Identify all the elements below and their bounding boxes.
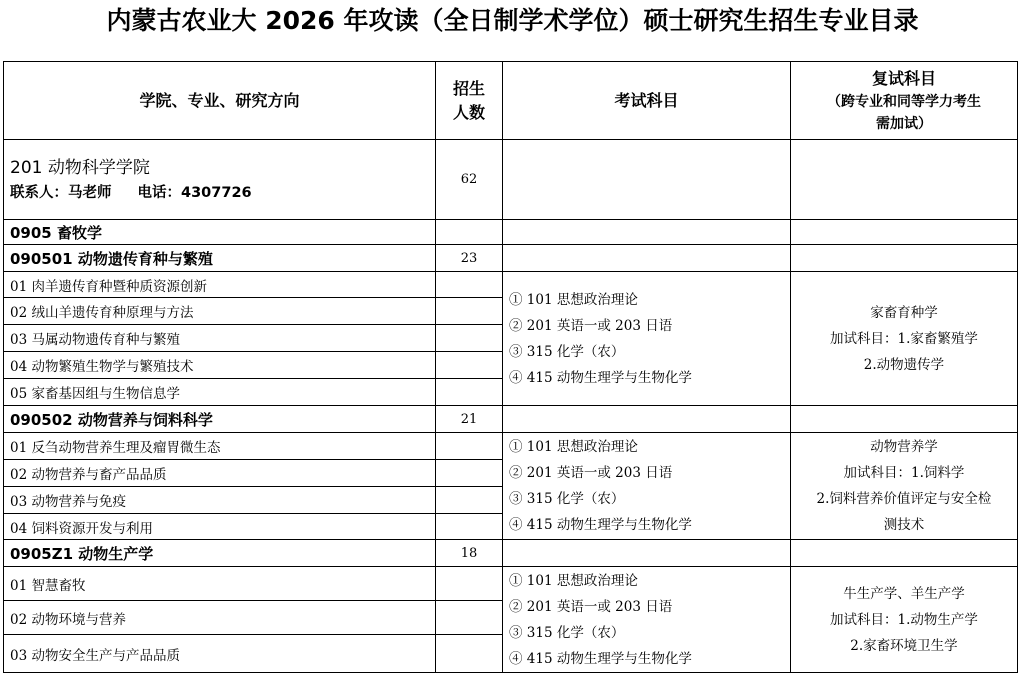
college-cell — [4, 140, 436, 220]
direction-row — [4, 272, 1018, 298]
empty-cell — [791, 245, 1018, 272]
direction-name: 01 肉羊遗传育种暨种质资源创新 — [4, 272, 436, 298]
header-enrollment-line2: 人数 — [452, 102, 485, 122]
retest-subjects-cell — [791, 272, 1018, 406]
retest-subject: 加试科目：1.家畜繁殖学 — [830, 330, 978, 347]
exam-subject: ② 201 英语一或 203 日语 — [509, 465, 673, 481]
empty-cell — [436, 487, 503, 514]
college-name: 201 动物科学学院 — [10, 157, 150, 178]
contact-phone: 电话：4307726 — [137, 184, 252, 201]
empty-cell — [436, 220, 503, 245]
major-name: 090501 动物遗传育种与繁殖 — [4, 245, 436, 272]
direction-name: 03 动物营养与免疫 — [4, 487, 436, 514]
header-enrollment-count — [436, 62, 503, 140]
empty-cell — [436, 433, 503, 460]
empty-cell — [791, 220, 1018, 245]
header-enrollment-line1: 招生 — [452, 78, 485, 98]
major-count: 23 — [436, 245, 503, 272]
direction-name: 02 动物营养与畜产品品质 — [4, 460, 436, 487]
major-row — [4, 406, 1018, 433]
empty-cell — [503, 245, 791, 272]
retest-subject: 加试科目：1.饲料学 — [843, 465, 965, 481]
header-retest-line3: 需加试） — [876, 115, 932, 132]
empty-cell — [436, 379, 503, 406]
retest-subject: 测技术 — [883, 517, 925, 533]
direction-name: 04 饲料资源开发与利用 — [4, 514, 436, 540]
retest-subject: 家畜育种学 — [870, 304, 938, 321]
direction-row — [4, 433, 1018, 460]
empty-cell — [436, 514, 503, 540]
empty-cell — [436, 460, 503, 487]
empty-cell — [503, 220, 791, 245]
direction-name: 04 动物繁殖生物学与繁殖技术 — [4, 352, 436, 379]
retest-subject: 2.动物遗传学 — [863, 356, 945, 373]
empty-cell — [503, 406, 791, 433]
college-contact — [10, 181, 429, 205]
retest-subject: 2.饲料营养价值评定与安全检 — [816, 491, 992, 507]
retest-subject: 加试科目：1.动物生产学 — [830, 611, 978, 628]
contact-person: 联系人：马老师 — [10, 184, 112, 201]
empty-cell — [791, 540, 1018, 567]
exam-subject: ① 101 思想政治理论 — [509, 572, 638, 589]
empty-cell — [436, 272, 503, 298]
header-college-major-direction: 学院、专业、研究方向 — [4, 62, 436, 140]
exam-subjects-cell — [503, 567, 791, 673]
empty-cell — [436, 298, 503, 325]
empty-cell — [436, 325, 503, 352]
exam-subject: ③ 315 化学（农） — [509, 343, 625, 360]
retest-subject: 2.家畜环境卫生学 — [850, 637, 958, 654]
exam-subject: ④ 415 动物生理学与生物化学 — [509, 650, 692, 667]
college-count: 62 — [436, 140, 503, 220]
empty-cell — [436, 601, 503, 635]
exam-subject: ① 101 思想政治理论 — [509, 439, 638, 455]
exam-subject: ④ 415 动物生理学与生物化学 — [509, 369, 692, 386]
major-name: 0905Z1 动物生产学 — [4, 540, 436, 567]
retest-subject: 动物营养学 — [870, 439, 938, 455]
empty-cell — [503, 140, 791, 220]
major-count: 18 — [436, 540, 503, 567]
college-row — [4, 140, 1018, 220]
major-name: 090502 动物营养与饲料科学 — [4, 406, 436, 433]
exam-subject: ④ 415 动物生理学与生物化学 — [509, 517, 692, 533]
header-exam-subjects: 考试科目 — [503, 62, 791, 140]
header-retest-line2: （跨专业和同等学力考生 — [827, 93, 981, 110]
direction-name: 03 马属动物遗传育种与繁殖 — [4, 325, 436, 352]
empty-cell — [436, 635, 503, 673]
retest-subject: 牛生产学、羊生产学 — [843, 585, 965, 602]
program-catalog-table — [3, 61, 1018, 673]
exam-subjects-cell — [503, 272, 791, 406]
discipline-row — [4, 220, 1018, 245]
exam-subject: ① 101 思想政治理论 — [509, 291, 638, 308]
empty-cell — [436, 352, 503, 379]
direction-name: 01 智慧畜牧 — [4, 567, 436, 601]
retest-subjects-cell — [791, 567, 1018, 673]
major-row — [4, 245, 1018, 272]
exam-subjects-cell — [503, 433, 791, 540]
major-row — [4, 540, 1018, 567]
header-retest-subjects — [791, 62, 1018, 140]
direction-name: 01 反刍动物营养生理及瘤胃微生态 — [4, 433, 436, 460]
direction-row — [4, 567, 1018, 601]
direction-name: 02 绒山羊遗传育种原理与方法 — [4, 298, 436, 325]
discipline-name: 0905 畜牧学 — [4, 220, 436, 245]
exam-subject: ③ 315 化学（农） — [509, 624, 625, 641]
empty-cell — [791, 140, 1018, 220]
major-count: 21 — [436, 406, 503, 433]
header-retest-line1: 复试科目 — [871, 68, 936, 88]
direction-name: 05 家畜基因组与生物信息学 — [4, 379, 436, 406]
empty-cell — [436, 567, 503, 601]
retest-subjects-cell — [791, 433, 1018, 540]
page-title: 内蒙古农业大 2026 年攻读（全日制学术学位）硕士研究生招生专业目录 — [106, 6, 919, 35]
exam-subject: ③ 315 化学（农） — [509, 491, 625, 507]
exam-subject: ② 201 英语一或 203 日语 — [509, 598, 673, 615]
direction-name: 02 动物环境与营养 — [4, 601, 436, 635]
direction-name: 03 动物安全生产与产品品质 — [4, 635, 436, 673]
table-header-row — [4, 62, 1018, 140]
exam-subject: ② 201 英语一或 203 日语 — [509, 317, 673, 334]
empty-cell — [791, 406, 1018, 433]
empty-cell — [503, 540, 791, 567]
